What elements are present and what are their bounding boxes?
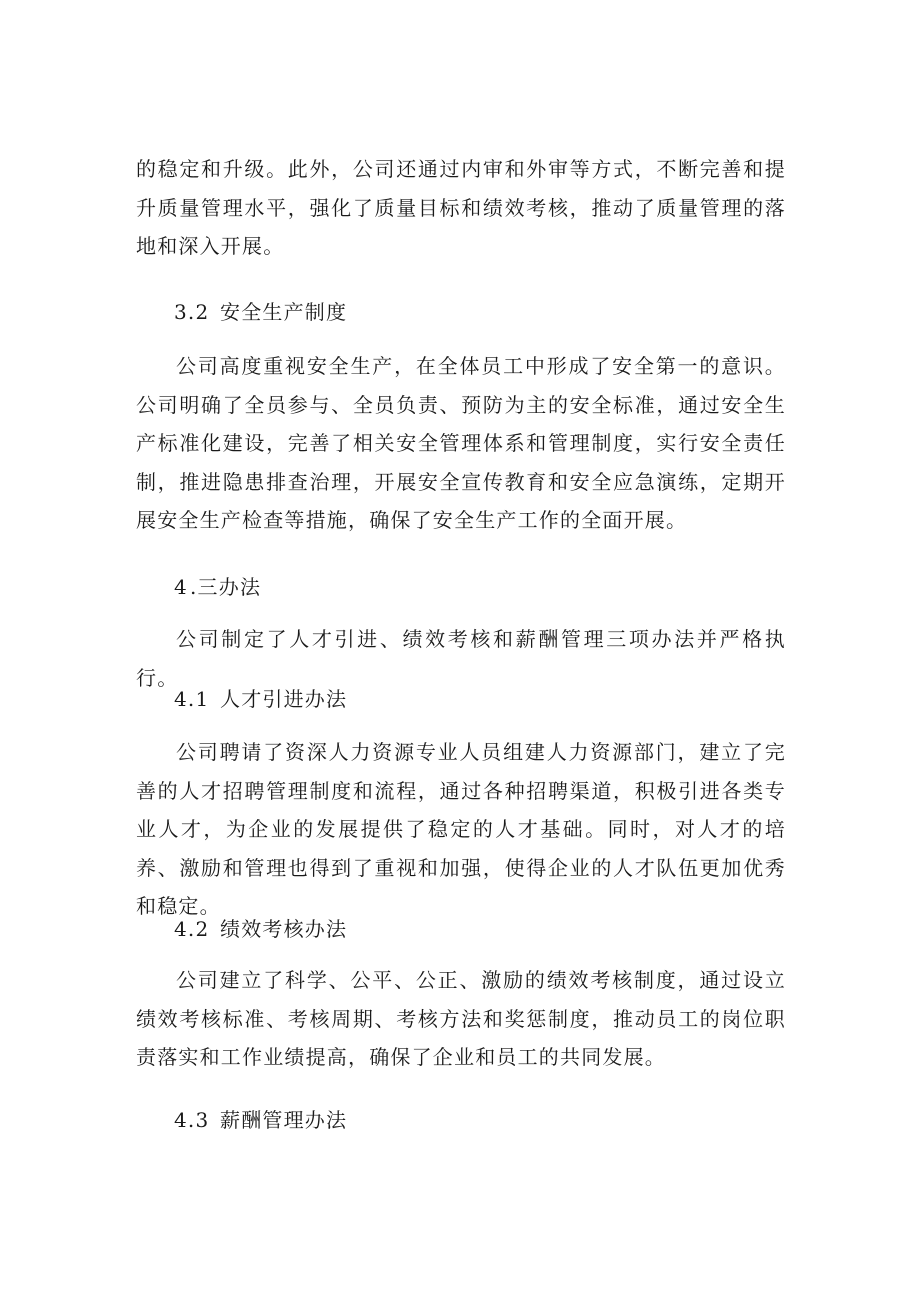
paragraph-three-methods: 公司制定了人才引进、绩效考核和薪酬管理三项办法并严格执行。	[136, 627, 786, 690]
heading-title: 安全生产制度	[220, 300, 348, 324]
heading-number: 4.2	[174, 917, 210, 941]
heading-4-3	[174, 1106, 347, 1134]
paragraph-safety-production: 公司高度重视安全生产，在全体员工中形成了安全第一的意识。公司明确了全员参与、全员负责、预防为主的安全标准，通过安全生产标准化建设，完善了相关安全管理体系和管理制度，实行安全责任制，推进隐患排查治理，开展安全宣传教育和安全应急演练，定期开展安全生产检查等措施，确保了安全生产工作的全面开展。	[136, 354, 786, 533]
heading-title: 人才引进办法	[220, 687, 348, 711]
heading-number: 3.2	[174, 300, 210, 324]
heading-title: 薪酬管理办法	[220, 1108, 348, 1132]
heading-4-2	[174, 915, 347, 943]
heading-number: 4.3	[174, 1108, 210, 1132]
paragraph-talent-recruitment: 公司聘请了资深人力资源专业人员组建人力资源部门，建立了完善的人才招聘管理制度和流程，通过各种招聘渠道，积极引进各类专业人才，为企业的发展提供了稳定的人才基础。同时，对人才的培养、激励和管理也得到了重视和加强，使得企业的人才队伍更加优秀和稳定。	[136, 740, 786, 919]
heading-number: 4.1	[174, 687, 210, 711]
heading-4-1	[174, 685, 347, 713]
heading-title: .三办法	[190, 575, 262, 599]
heading-4	[174, 573, 261, 601]
paragraph-performance-assessment: 公司建立了科学、公平、公正、激励的绩效考核制度，通过设立绩效考核标准、考核周期、考核方法和奖惩制度，推动员工的岗位职责落实和工作业绩提高，确保了企业和员工的共同发展。	[136, 968, 786, 1070]
heading-number: 4	[174, 575, 188, 599]
heading-3-2	[174, 298, 347, 326]
heading-title: 绩效考核办法	[220, 917, 348, 941]
paragraph-quality-continuation: 的稳定和升级。此外，公司还通过内审和外审等方式，不断完善和提升质量管理水平，强化了质量目标和绩效考核，推动了质量管理的落地和深入开展。	[136, 157, 786, 259]
